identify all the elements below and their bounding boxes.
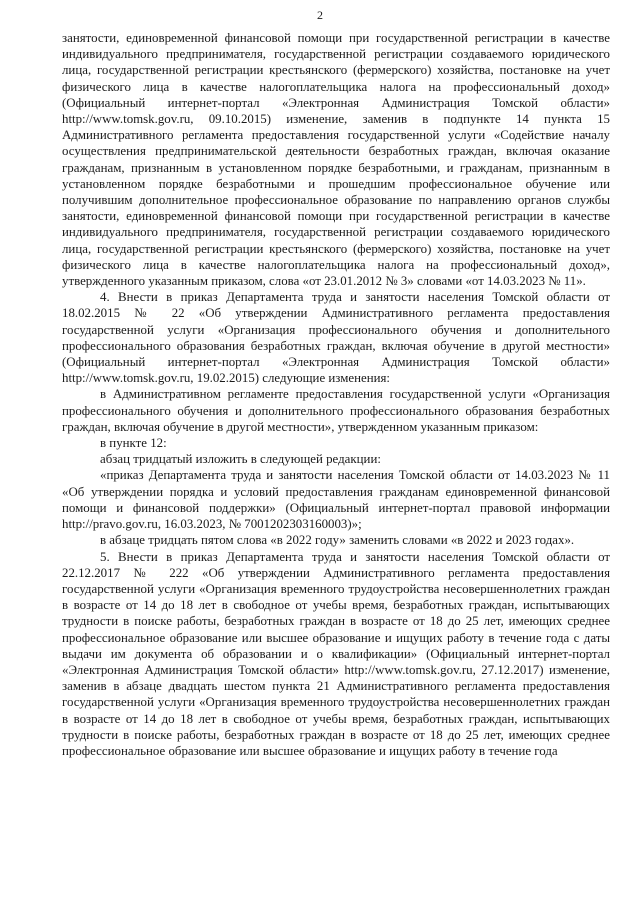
paragraph-item-4: 4. Внести в приказ Департамента труда и занятости населения Томской области от 18.02.2015 № 22 «Об утверждении Административного регламента предоставления государственной услуги «Организация профессионального обучения и дополнительного профессионального образования безработных граждан, включая обучение в другой местности» (Официальный интернет-портал «Электронная Администрация Томской области» http://www.tomsk.gov.ru, 19.02.2015) следующие изменения: bbox=[62, 290, 610, 386]
paragraph-abzac-35: в абзаце тридцать пятом слова «в 2022 году» заменить словами «в 2022 и 2023 годах». bbox=[100, 533, 575, 548]
document-body bbox=[62, 30, 610, 759]
paragraph-continuation: занятости, единовременной финансовой помощи при государственной регистрации в качестве индивидуального предпринимателя, государственной регистрации создаваемого юридического лица, государственной регистрации крестьянского (фермерского) хозяйства, постановке на учет физического лица в качестве налогоплательщика налога на профессиональный доход» (Официальный интернет-портал «Электронная Администрация Томской области» http://www.tomsk.gov.ru, 09.10.2015) изменение, заменив в подпункте 14 пункта 15 Административного регламента предоставления государственной услуги «Содействие началу осуществления предпринимательской деятельности безработных граждан, включая оказание гражданам, признанным в установленном порядке безработными, и гражданам, признанным в установленном порядке безработными и прошедшим профессиональное обучение или получившим дополнительное профессиональное образование по направлению органов службы занятости, единовременной финансовой помощи при государственной регистрации в качестве индивидуального предпринимателя, государственной регистрации создаваемого юридического лица, государственной регистрации крестьянского (фермерского) хозяйства, постановке на учет физического лица в качестве налогоплательщика налога на профессиональный доход», утвержденного указанным приказом, слова «от 23.01.2012 № 3» словами «от 14.03.2023 № 11». bbox=[62, 31, 610, 289]
paragraph-regulation-amendment: в Административном регламенте предоставления государственной услуги «Организация профессионального обучения и дополнительного профессионального образования безработных граждан, включая обучение в другой местности», утвержденном указанным приказом: bbox=[62, 387, 610, 434]
paragraph-new-wording: «приказ Департамента труда и занятости населения Томской области от 14.03.2023 № 11 «Об утверждении порядка и условий предоставления гражданам единовременной финансовой помощи и финансовой поддержки» (Официальный интернет-портал правовой информации http://pravo.gov.ru, 16.03.2023, № 7001202303160003)»; bbox=[62, 468, 610, 532]
page-number: 2 bbox=[317, 8, 323, 22]
paragraph-item-5: 5. Внести в приказ Департамента труда и занятости населения Томской области от 22.12.2017 № 222 «Об утверждении Административного регламента предоставления государственной услуги «Организация временного трудоустройства несовершеннолетних граждан в возрасте от 14 до 18 лет в свободное от учебы время, безработных граждан, испытывающих трудности в поиске работы, безработных граждан в возрасте от 18 до 25 лет, имеющих среднее профессиональное образование или высшее образование и ищущих работу в течение года с даты выдачи им документа об образовании и о квалификации» (Официальный интернет-портал «Электронная Администрация Томской области» http://www.tomsk.gov.ru, 27.12.2017) изменение, заменив в абзаце двадцать шестом пункта 21 Административного регламента предоставления государственной услуги «Организация временного трудоустройства несовершеннолетних граждан в возрасте от 14 до 18 лет в свободное от учебы время, безработных граждан, испытывающих трудности в поиске работы, безработных граждан в возрасте от 18 до 25 лет, имеющих среднее профессиональное образование или высшее образование и ищущих работу в течение года bbox=[62, 549, 610, 758]
paragraph-abzac-30: абзац тридцатый изложить в следующей редакции: bbox=[100, 452, 381, 467]
paragraph-point-12: в пункте 12: bbox=[100, 436, 167, 451]
